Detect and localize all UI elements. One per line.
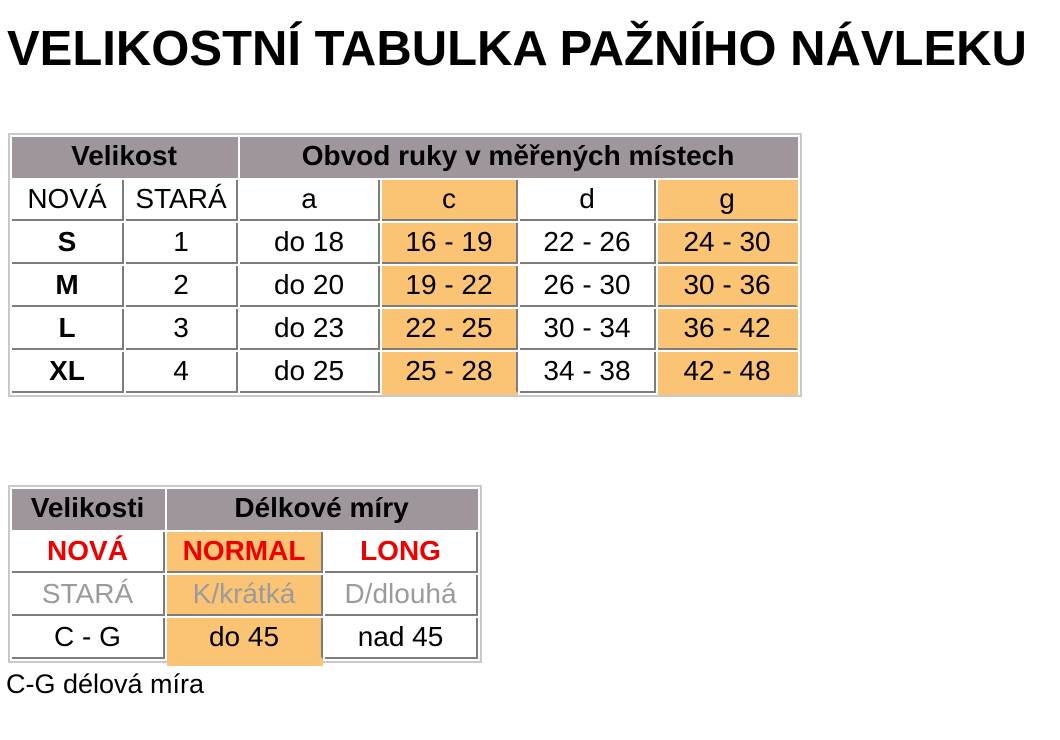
footnote: C-G délová míra xyxy=(6,668,205,699)
size-cell: 24 - 30 xyxy=(658,223,798,264)
col-header-stara: STARÁ xyxy=(126,180,238,221)
length-cell: NORMAL xyxy=(167,532,323,573)
size-row-l xyxy=(12,309,798,350)
group-header-row xyxy=(12,137,798,178)
size-cell: 4 xyxy=(126,352,238,393)
size-cell: 30 - 36 xyxy=(658,266,798,307)
size-row-s xyxy=(12,223,798,264)
size-group-header: Velikost xyxy=(12,137,238,178)
column-header-row xyxy=(12,180,798,221)
length-group-header-row xyxy=(12,489,478,530)
size-cell: 25 - 28 xyxy=(382,352,518,393)
size-cell: do 25 xyxy=(240,352,380,393)
length-row-old xyxy=(12,575,478,616)
length-size-table xyxy=(8,485,482,663)
size-cell: 34 - 38 xyxy=(520,352,656,393)
arm-sleeve-size-table xyxy=(8,133,802,397)
length-cell: D/dlouhá xyxy=(325,575,478,616)
length-cell: STARÁ xyxy=(12,575,165,616)
size-cell: L xyxy=(12,309,124,350)
col-header-g: g xyxy=(658,180,798,221)
size-cell: 36 - 42 xyxy=(658,309,798,350)
length-cell: NOVÁ xyxy=(12,532,165,573)
size-cell: S xyxy=(12,223,124,264)
length-cell: nad 45 xyxy=(325,618,478,659)
size-cell: 30 - 34 xyxy=(520,309,656,350)
size-cell: 3 xyxy=(126,309,238,350)
length-cell: do 45 xyxy=(167,618,323,659)
size-row-xl xyxy=(12,352,798,393)
col-header-a: a xyxy=(240,180,380,221)
size-cell: 2 xyxy=(126,266,238,307)
col-header-d: d xyxy=(520,180,656,221)
sizes-group-header: Velikosti xyxy=(12,489,165,530)
length-row-new xyxy=(12,532,478,573)
size-cell: do 23 xyxy=(240,309,380,350)
size-cell: do 20 xyxy=(240,266,380,307)
size-cell: 1 xyxy=(126,223,238,264)
size-row-m xyxy=(12,266,798,307)
length-cell: K/krátká xyxy=(167,575,323,616)
size-cell: do 18 xyxy=(240,223,380,264)
col-header-c: c xyxy=(382,180,518,221)
length-row-range xyxy=(12,618,478,659)
circumference-group-header: Obvod ruky v měřených místech xyxy=(240,137,798,178)
size-cell: M xyxy=(12,266,124,307)
size-cell: 16 - 19 xyxy=(382,223,518,264)
length-cell: LONG xyxy=(325,532,478,573)
page-title: VELIKOSTNÍ TABULKA PAŽNÍHO NÁVLEKU xyxy=(7,22,1027,76)
col-header-nova: NOVÁ xyxy=(12,180,124,221)
size-cell: 22 - 25 xyxy=(382,309,518,350)
size-cell: XL xyxy=(12,352,124,393)
size-cell: 26 - 30 xyxy=(520,266,656,307)
lengths-group-header: Délkové míry xyxy=(167,489,478,530)
size-cell: 42 - 48 xyxy=(658,352,798,393)
size-cell: 22 - 26 xyxy=(520,223,656,264)
length-cell: C - G xyxy=(12,618,165,659)
size-cell: 19 - 22 xyxy=(382,266,518,307)
